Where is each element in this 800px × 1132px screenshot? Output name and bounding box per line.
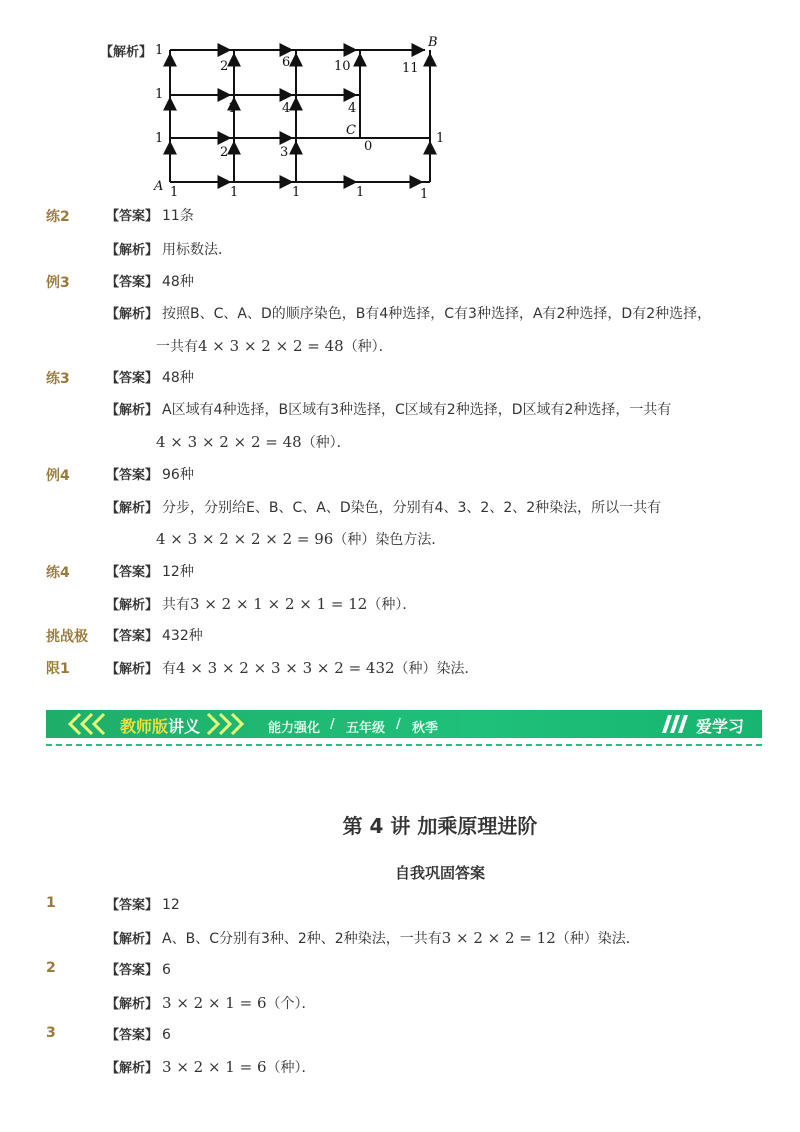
- grid-label: 6: [282, 55, 291, 70]
- grid-point-c: C: [346, 123, 356, 138]
- answer-row: 【答案】 12: [106, 897, 180, 913]
- analysis-row: 【解析】 A区域有4种选择，B区域有3种选择，C区域有2种选择，D区域有2种选择，一共有: [106, 402, 672, 418]
- analysis-row: 【解析】 3 × 2 × 1 = 6（个）．: [106, 994, 316, 1012]
- banner-divider: [46, 744, 762, 746]
- grid-label: 2: [220, 145, 229, 160]
- breadcrumb-item: 能力强化: [268, 721, 321, 736]
- lecture-title: 第 4 讲 加乘原理进阶: [342, 814, 538, 838]
- entry-label: 挑战极: [46, 629, 88, 645]
- analysis-row: 【解析】 共有3 × 2 × 1 × 2 × 1 = 12（种）．: [106, 595, 417, 613]
- question-number: 3: [46, 1025, 56, 1041]
- section-title: 自我巩固答案: [394, 864, 485, 882]
- analysis-row: 【解析】 按照B、C、A、D的顺序染色，B有4种选择，C有3种选择，A有2种选择，D有2种选择，: [106, 306, 712, 322]
- breadcrumb-item: 秋季: [412, 721, 439, 736]
- analysis-row: 【解析】 分步，分别给E、B、C、A、D染色，分别有4、3、2、2、2种染法，所以一共有: [106, 500, 662, 516]
- grid-label: 4: [282, 101, 291, 116]
- entry-label: 练2: [46, 209, 70, 225]
- grid-label: 3: [280, 145, 289, 160]
- entry-label: 限1: [46, 661, 70, 677]
- entry-label: 例3: [46, 275, 70, 291]
- grid-label: 1: [228, 101, 237, 116]
- banner-title-part2: 讲义: [168, 717, 201, 736]
- breadcrumb-separator: /: [396, 717, 401, 732]
- answer-row: 【答案】 11条: [106, 208, 194, 224]
- analysis-row: 4 × 3 × 2 × 2 = 48（种）．: [156, 433, 351, 451]
- question-number: 2: [46, 960, 56, 976]
- analysis-row: 【解析】 A、B、C分别有3种、2种、2种染法，一共有3 × 2 × 2 = 12（种）染法．: [106, 929, 640, 947]
- chevron-left-icon: [50, 712, 120, 736]
- answer-row: 【答案】 48种: [106, 274, 194, 290]
- teacher-edition-banner: [46, 710, 762, 738]
- grid-arrows: [170, 50, 430, 182]
- grid-label: 1: [230, 185, 239, 200]
- entry-label: 例4: [46, 468, 70, 484]
- brand-logo-icon: [660, 713, 694, 735]
- grid-label: 0: [364, 139, 373, 154]
- breadcrumb-separator: /: [330, 717, 335, 732]
- grid-label: 1: [155, 43, 164, 58]
- grid-label: 1: [436, 131, 445, 146]
- analysis-row: 【解析】 3 × 2 × 1 = 6（种）．: [106, 1058, 316, 1076]
- entry-label: 练3: [46, 371, 70, 387]
- analysis-row: 一共有4 × 3 × 2 × 2 = 48（种）．: [156, 337, 393, 355]
- analysis-row: 【解析】 有4 × 3 × 2 × 3 × 3 × 2 = 432（种）染法．: [106, 659, 479, 677]
- grid-label: 1: [420, 187, 429, 202]
- grid-label: 11: [402, 61, 419, 76]
- grid-label: 1: [356, 185, 365, 200]
- breadcrumb-item: 五年级: [346, 721, 386, 736]
- analysis-row: 4 × 3 × 2 × 2 × 2 = 96（种）染色方法．: [156, 530, 446, 548]
- answer-row: 【答案】 96种: [106, 467, 194, 483]
- grid-diagram: [100, 30, 460, 210]
- grid-analysis-tag: 【解析】: [100, 45, 153, 60]
- question-number: 1: [46, 895, 56, 911]
- answer-row: 【答案】 6: [106, 1027, 171, 1043]
- answer-row: 【答案】 48种: [106, 370, 194, 386]
- grid-label: 4: [348, 101, 357, 116]
- banner-title-part1: 教师版: [120, 717, 169, 736]
- grid-label: 1: [170, 185, 179, 200]
- entry-label: 练4: [46, 565, 70, 581]
- brand-name: 爱学习: [696, 717, 745, 736]
- chevron-right-icon: [202, 712, 262, 736]
- grid-point-b: B: [428, 35, 438, 50]
- grid-label: 1: [292, 185, 301, 200]
- answer-row: 【答案】 6: [106, 962, 171, 978]
- answer-row: 【答案】 12种: [106, 564, 194, 580]
- grid-lines: [170, 50, 430, 182]
- answer-row: 【答案】 432种: [106, 628, 203, 644]
- grid-label: 10: [334, 59, 351, 74]
- grid-point-a: A: [154, 179, 164, 194]
- grid-label: 1: [155, 131, 164, 146]
- analysis-row: 【解析】 用标数法．: [106, 242, 233, 258]
- grid-label: 1: [155, 87, 164, 102]
- grid-label: 2: [220, 59, 229, 74]
